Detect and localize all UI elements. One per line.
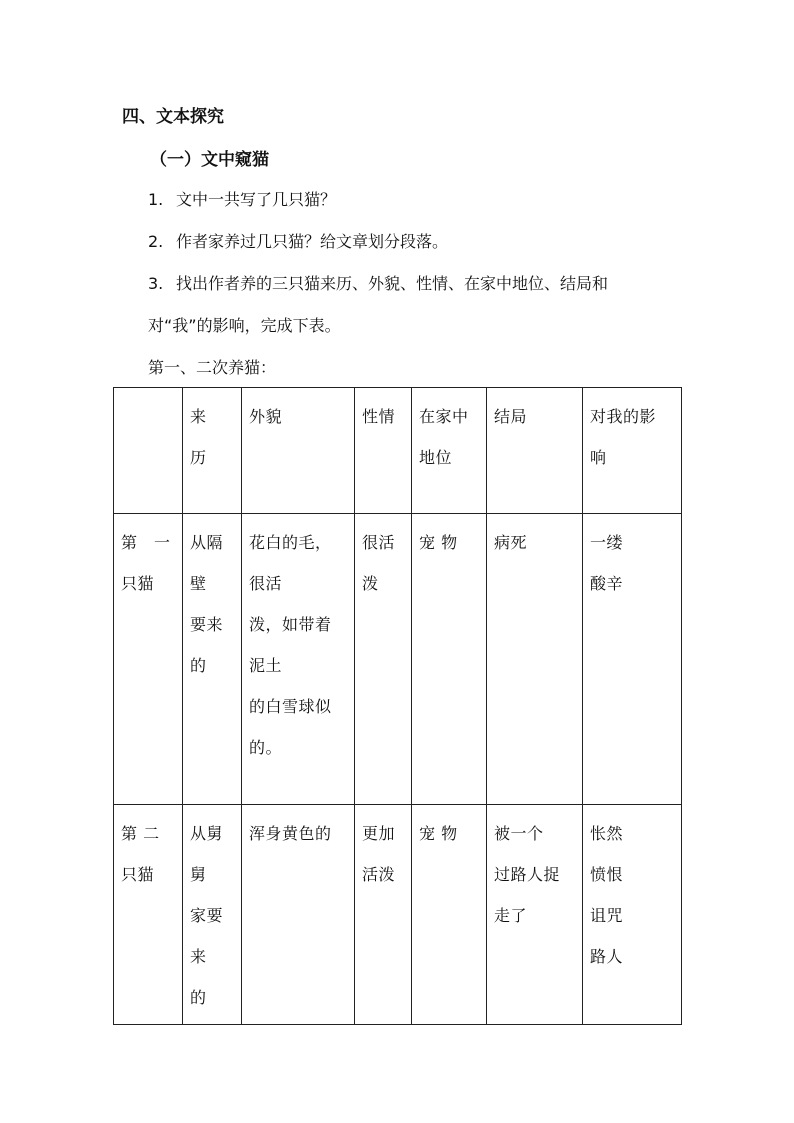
question-text: 找出作者养的三只猫来历、外貌、性情、在家中地位、结局和 bbox=[176, 274, 609, 293]
cell-appearance bbox=[242, 805, 355, 1025]
cell-origin bbox=[183, 388, 242, 514]
question-number: 2. bbox=[148, 232, 164, 251]
cell-appearance bbox=[242, 388, 355, 514]
cell-temperament bbox=[355, 805, 412, 1025]
cell-line: 对我的影 bbox=[590, 407, 657, 426]
cell-line: 过路人捉 bbox=[494, 865, 561, 884]
cell-appearance bbox=[242, 514, 355, 805]
cell-line: 宠 物 bbox=[419, 533, 458, 552]
cell-line: 来 bbox=[190, 407, 207, 426]
table-header-row bbox=[114, 388, 682, 514]
cell-line: 的 bbox=[190, 988, 207, 1007]
cell-origin bbox=[183, 514, 242, 805]
table-row bbox=[114, 805, 682, 1025]
question-1 bbox=[148, 186, 336, 214]
cell-status bbox=[412, 514, 487, 805]
cell-line: 的 bbox=[190, 656, 207, 675]
question-3-continuation: 对“我”的影响，完成下表。 bbox=[148, 316, 341, 335]
cell-line: 壁 bbox=[190, 574, 207, 593]
cell-line: 活泼 bbox=[362, 865, 396, 884]
question-3 bbox=[148, 270, 608, 298]
cell-label bbox=[114, 388, 183, 514]
question-text: 文中一共写了几只猫？ bbox=[176, 190, 337, 209]
cell-line: 很活 bbox=[362, 533, 396, 552]
cell-status bbox=[412, 805, 487, 1025]
cell-line: 更加 bbox=[362, 824, 396, 843]
question-number: 3. bbox=[148, 274, 164, 293]
question-number: 1. bbox=[148, 190, 164, 209]
cell-line: 从舅 bbox=[190, 824, 224, 843]
cell-ending bbox=[487, 388, 583, 514]
question-2 bbox=[148, 228, 448, 256]
cell-status bbox=[412, 388, 487, 514]
cell-line: 在家中 bbox=[419, 407, 469, 426]
cell-line: 泥土 bbox=[249, 656, 283, 675]
cat-table bbox=[113, 387, 682, 1025]
cell-line: 外貌 bbox=[249, 407, 283, 426]
cell-line: 家要 bbox=[190, 906, 224, 925]
cell-label bbox=[114, 514, 183, 805]
table-row bbox=[114, 514, 682, 805]
cell-line: 响 bbox=[590, 448, 607, 467]
cell-temperament bbox=[355, 514, 412, 805]
cell-line: 愤恨 bbox=[590, 865, 624, 884]
cell-line: 很活 bbox=[249, 574, 283, 593]
cell-origin bbox=[183, 805, 242, 1025]
cell-ending bbox=[487, 514, 583, 805]
section-heading: 四、文本探究 bbox=[122, 107, 224, 127]
cell-impact bbox=[583, 805, 682, 1025]
cell-line: 性情 bbox=[362, 407, 396, 426]
cell-line: 一缕 bbox=[590, 533, 624, 552]
cell-line: 怅然 bbox=[590, 824, 624, 843]
cell-line: 只猫 bbox=[121, 574, 155, 593]
cell-impact bbox=[583, 514, 682, 805]
cell-line: 历 bbox=[190, 448, 207, 467]
cell-line: 舅 bbox=[190, 865, 207, 884]
cell-line: 第 二 bbox=[121, 824, 160, 843]
cell-ending bbox=[487, 805, 583, 1025]
cell-line: 路人 bbox=[590, 947, 624, 966]
cell-line: 的白雪球似 bbox=[249, 697, 332, 716]
cell-line: 被一个 bbox=[494, 824, 544, 843]
cell-line: 第 一 bbox=[121, 533, 171, 552]
cell-line: 宠 物 bbox=[419, 824, 458, 843]
cell-line: 来 bbox=[190, 947, 207, 966]
cell-line: 的。 bbox=[249, 738, 283, 757]
cell-line: 花白的毛， bbox=[249, 533, 332, 552]
cell-label bbox=[114, 805, 183, 1025]
cell-line: 只猫 bbox=[121, 865, 155, 884]
cell-line: 诅咒 bbox=[590, 906, 624, 925]
cell-temperament bbox=[355, 388, 412, 514]
cell-line: 酸辛 bbox=[590, 574, 624, 593]
cell-line: 走了 bbox=[494, 906, 528, 925]
cell-line: 泼 bbox=[362, 574, 379, 593]
cell-line: 泼，如带着 bbox=[249, 615, 332, 634]
question-text: 作者家养过几只猫？给文章划分段落。 bbox=[176, 232, 449, 251]
cell-impact bbox=[583, 388, 682, 514]
table-intro: 第一、二次养猫： bbox=[148, 358, 277, 377]
cell-line: 病死 bbox=[494, 533, 528, 552]
cell-line: 浑身黄色的 bbox=[249, 824, 332, 843]
section-subheading: （一）文中窥猫 bbox=[150, 150, 269, 170]
cell-line: 从隔 bbox=[190, 533, 224, 552]
cell-line: 结局 bbox=[494, 407, 528, 426]
cell-line: 地位 bbox=[419, 448, 453, 467]
cell-line: 要来 bbox=[190, 615, 224, 634]
